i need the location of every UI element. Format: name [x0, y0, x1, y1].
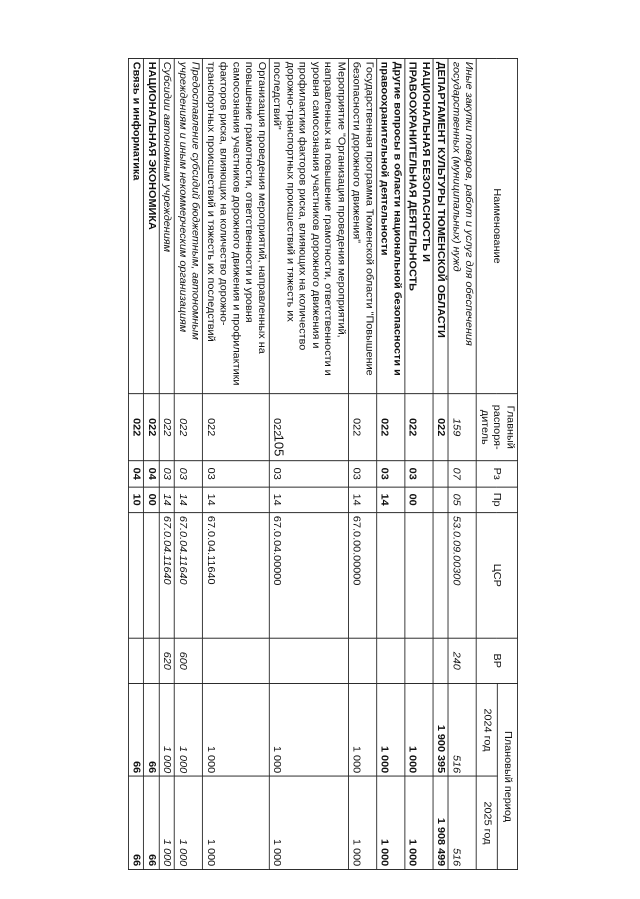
- row-2025: 1 000: [377, 776, 405, 869]
- row-csr: 67.0.04.00000: [269, 513, 348, 638]
- row-name: Связь и информатика: [128, 58, 143, 393]
- row-2024: 1 900 395: [433, 683, 448, 776]
- row-pr: 10: [128, 487, 143, 513]
- table-row: [144, 58, 159, 869]
- row-2024: 1 000: [159, 683, 174, 776]
- row-csr: 67.0.04.11640: [175, 513, 203, 638]
- row-admin: 022: [203, 394, 269, 461]
- row-vr: 620: [159, 638, 174, 683]
- row-name: Организация проведения мероприятий, направленных на повышение грамотности, ответственности и уровня самосознания участников дорожного движения и профилактики факторов риска, влияющих на количество дорожно-транспортных происшествий и тяжесть их последствий: [203, 58, 269, 393]
- row-admin: 022: [175, 394, 203, 461]
- row-csr: [144, 513, 159, 638]
- row-rz: 03: [349, 461, 377, 487]
- row-2024: 1 000: [405, 683, 433, 776]
- row-2025: 1 000: [269, 776, 348, 869]
- row-2024: 1 000: [377, 683, 405, 776]
- row-pr: 00: [405, 487, 433, 513]
- row-2024: 66: [144, 683, 159, 776]
- header-admin: Главный распоря-дитель: [477, 394, 518, 461]
- row-admin: 022: [377, 394, 405, 461]
- row-vr: [405, 638, 433, 683]
- header-planned-period: Плановый период: [497, 683, 517, 869]
- row-2025: 1 000: [349, 776, 377, 869]
- row-rz: 03: [159, 461, 174, 487]
- row-rz: [433, 461, 448, 487]
- row-pr: [433, 487, 448, 513]
- row-admin: 022: [144, 394, 159, 461]
- row-name: НАЦИОНАЛЬНАЯ ЭКОНОМИКА: [144, 58, 159, 393]
- header-2025: 2025 год: [477, 776, 497, 869]
- row-2024: 516: [448, 683, 476, 776]
- row-csr: [377, 513, 405, 638]
- row-2024: 1 000: [269, 683, 348, 776]
- table-row: [349, 58, 377, 869]
- row-2025: 1 000: [159, 776, 174, 869]
- header-2024: 2024 год: [477, 683, 497, 776]
- row-admin: 159: [448, 394, 476, 461]
- row-admin: 022: [128, 394, 143, 461]
- table-row: [203, 58, 269, 869]
- header-csr: ЦСР: [477, 513, 518, 638]
- table-row: [128, 58, 143, 869]
- row-pr: 14: [377, 487, 405, 513]
- row-rz: 03: [175, 461, 203, 487]
- row-csr: 67.0.04.11640: [159, 513, 174, 638]
- row-pr: 14: [175, 487, 203, 513]
- row-2025: 516: [448, 776, 476, 869]
- row-name: Государственная программа Тюменской области "Повышение безопасности дорожного движения": [349, 58, 377, 393]
- row-vr: [433, 638, 448, 683]
- budget-table-sheet: [128, 58, 518, 870]
- row-rz: 03: [269, 461, 348, 487]
- header-name: Наименование: [477, 58, 518, 393]
- row-pr: 14: [349, 487, 377, 513]
- table-row: [159, 58, 174, 869]
- row-admin: 022: [433, 394, 448, 461]
- row-2024: 1 000: [203, 683, 269, 776]
- row-name: Субсидии автономным учреждениям: [159, 58, 174, 393]
- row-vr: [377, 638, 405, 683]
- row-csr: 67.0.04.11640: [203, 513, 269, 638]
- header-rz: Рз: [477, 461, 518, 487]
- row-pr: 14: [159, 487, 174, 513]
- table-row: [433, 58, 448, 869]
- table-body: [128, 58, 476, 869]
- table-row: [405, 58, 433, 869]
- row-admin: 022: [405, 394, 433, 461]
- row-vr: [128, 638, 143, 683]
- row-admin: 022: [159, 394, 174, 461]
- row-2025: 1 000: [203, 776, 269, 869]
- row-2024: 66: [128, 683, 143, 776]
- row-admin: 022: [349, 394, 377, 461]
- row-rz: 04: [128, 461, 143, 487]
- row-csr: 67.0.00.00000: [349, 513, 377, 638]
- row-name: НАЦИОНАЛЬНАЯ БЕЗОПАСНОСТЬ И ПРАВООХРАНИТЕЛЬНАЯ ДЕЯТЕЛЬНОСТЬ: [405, 58, 433, 393]
- header-vr: ВР: [477, 638, 518, 683]
- table-row: [377, 58, 405, 869]
- row-rz: 03: [377, 461, 405, 487]
- row-name: Иные закупки товаров, работ и услуг для обеспечения государственных (муниципальных) нужд: [448, 58, 476, 393]
- row-csr: 53.0.09.00300: [448, 513, 476, 638]
- row-name: Мероприятие "Организация проведения мероприятий, направленных на повышение грамотности, ответственности и уровня самосознания участников дорожного движения и профилактики факторов риска, влияющих на количество дорожно-транспортных происшествий и тяжесть их последствий": [269, 58, 348, 393]
- row-rz: 03: [203, 461, 269, 487]
- table-row: [175, 58, 203, 869]
- header-pr: Пр: [477, 487, 518, 513]
- row-2024: 1 000: [349, 683, 377, 776]
- table-row: [448, 58, 476, 869]
- row-csr: [128, 513, 143, 638]
- row-2025: 1 908 499: [433, 776, 448, 869]
- row-2025: 66: [128, 776, 143, 869]
- row-vr: [349, 638, 377, 683]
- row-2025: 66: [144, 776, 159, 869]
- row-pr: 00: [144, 487, 159, 513]
- row-vr: [203, 638, 269, 683]
- row-2024: 1 000: [175, 683, 203, 776]
- row-rz: 04: [144, 461, 159, 487]
- page-number: 105: [271, 434, 287, 457]
- row-rz: 03: [405, 461, 433, 487]
- table-row: [269, 58, 348, 869]
- row-2025: 1 000: [405, 776, 433, 869]
- header-row-1: [497, 58, 517, 869]
- row-vr: [144, 638, 159, 683]
- budget-table: [128, 58, 518, 870]
- row-vr: 240: [448, 638, 476, 683]
- row-name: Другие вопросы в области национальной безопасности и правоохранительной деятельности: [377, 58, 405, 393]
- row-pr: 14: [203, 487, 269, 513]
- row-csr: [433, 513, 448, 638]
- row-2025: 1 000: [175, 776, 203, 869]
- row-name: Предоставление субсидий бюджетным, автономным учреждениям и иным некоммерческим организациям: [175, 58, 203, 393]
- row-admin: 022: [269, 394, 348, 461]
- row-vr: [269, 638, 348, 683]
- row-rz: 07: [448, 461, 476, 487]
- row-name: ДЕПАРТАМЕНТ КУЛЬТУРЫ ТЮМЕНСКОЙ ОБЛАСТИ: [433, 58, 448, 393]
- row-pr: 14: [269, 487, 348, 513]
- row-vr: 600: [175, 638, 203, 683]
- row-csr: [405, 513, 433, 638]
- row-pr: 05: [448, 487, 476, 513]
